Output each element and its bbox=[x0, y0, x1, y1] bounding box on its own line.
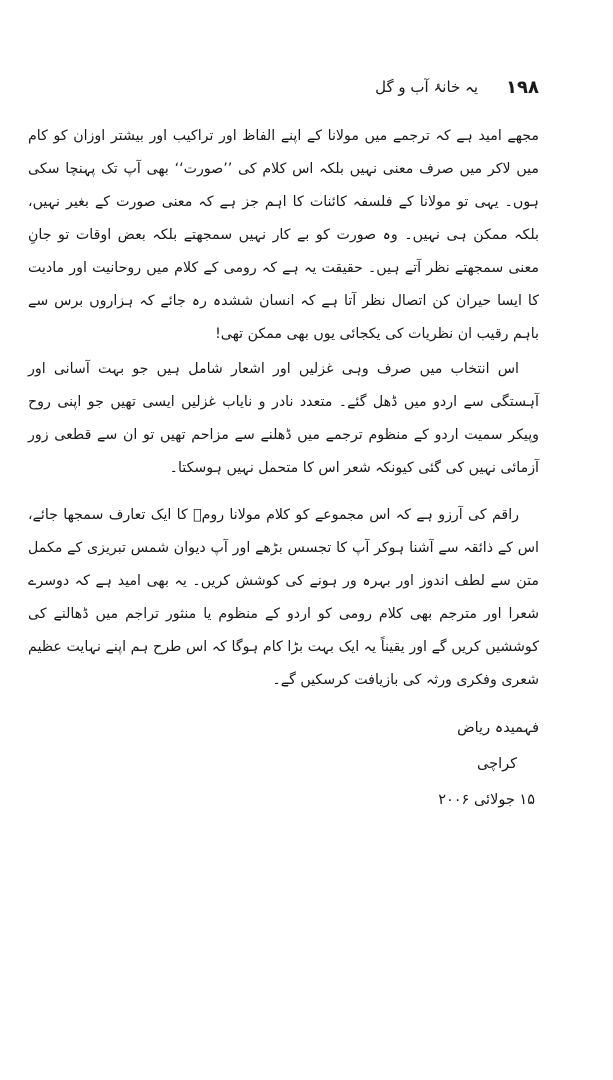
paragraph-1: مجھے امید ہے کہ ترجمے میں مولانا کے اپنے الفاظ اور تراکیب اور بیشتر اوزان کو کام میں لاکر میں صرف معنی نہیں بلکہ اس کلام کی ’’صورت‘‘ بھی آپ تک پہنچا سکی ہوں۔ یہی تو مولانا کے فلسفہ کائنات کا اہم جز ہے کہ معنی صورت کے بغیر نہیں، بلکہ ممکن ہی نہیں۔ وہ صورت کو بے کار نہیں سمجھتے بلکہ بعض اوقات تو جانِ معنی سمجھتے نظر آتے ہیں۔ حقیقت یہ ہے کہ رومی کے کلام میں روحانیت اور مادیت کا ایسا حیران کن اتصال نظر آتا ہے کہ انسان ششدہ رہ جائے کہ ہزاروں برس سے باہم رقیب ان نظریات کی یکجائی یوں بھی ممکن تھی! bbox=[28, 128, 539, 342]
signoff bbox=[300, 710, 539, 818]
book-title: یہ خانۂ آب و گل bbox=[375, 78, 479, 96]
paragraph-3: راقم کی آرزو ہے کہ اس مجموعے کو کلام مولانا رومؒ کا ایک تعارف سمجھا جائے، اس کے ذائقہ سے آشنا ہوکر آپ کا تجسس بڑھے اور آپ دیوان شمس تبریزی کے مکمل متن سے لطف اندوز اور بہرہ ور ہونے کی کوشش کریں۔ یہ بھی امید ہے کہ دوسرے شعرا اور مترجم بھی کلام رومی کو اردو کے منظوم یا منثور تراجم میں ڈھالنے کی کوششیں کریں گے اور یقیناً یہ ایک بہت بڑا کام ہوگا کہ اس طرح ہم اپنے نہایت عظیم شعری وفکری ورثہ کی بازیافت کرسکیں گے۔ bbox=[28, 507, 539, 688]
page-number: ۱۹۸ bbox=[506, 76, 539, 98]
author-name: فہمیدہ ریاض bbox=[457, 720, 539, 736]
paragraph-2: اس انتخاب میں صرف وہی غزلیں اور اشعار شامل ہیں جو بہت آسانی اور آہستگی سے اردو میں ڈھل گئے۔ متعدد نادر و نایاب غزلیں ایسی تھیں جو اپنی روح وپیکر سمیت اردو کے منظوم ترجمے میں ڈھلنے سے مزاحم تھیں تو ان سے قطعی زور آزمائی نہیں کی گئی کیونکہ شعر اس کا متحمل نہیں ہوسکتا۔ bbox=[28, 361, 539, 476]
signoff-date: ۱۵ جولائی ۲۰۰۶ bbox=[438, 792, 535, 808]
body-text bbox=[28, 120, 539, 697]
running-header bbox=[300, 72, 539, 102]
signoff-place: کراچی bbox=[477, 756, 517, 772]
